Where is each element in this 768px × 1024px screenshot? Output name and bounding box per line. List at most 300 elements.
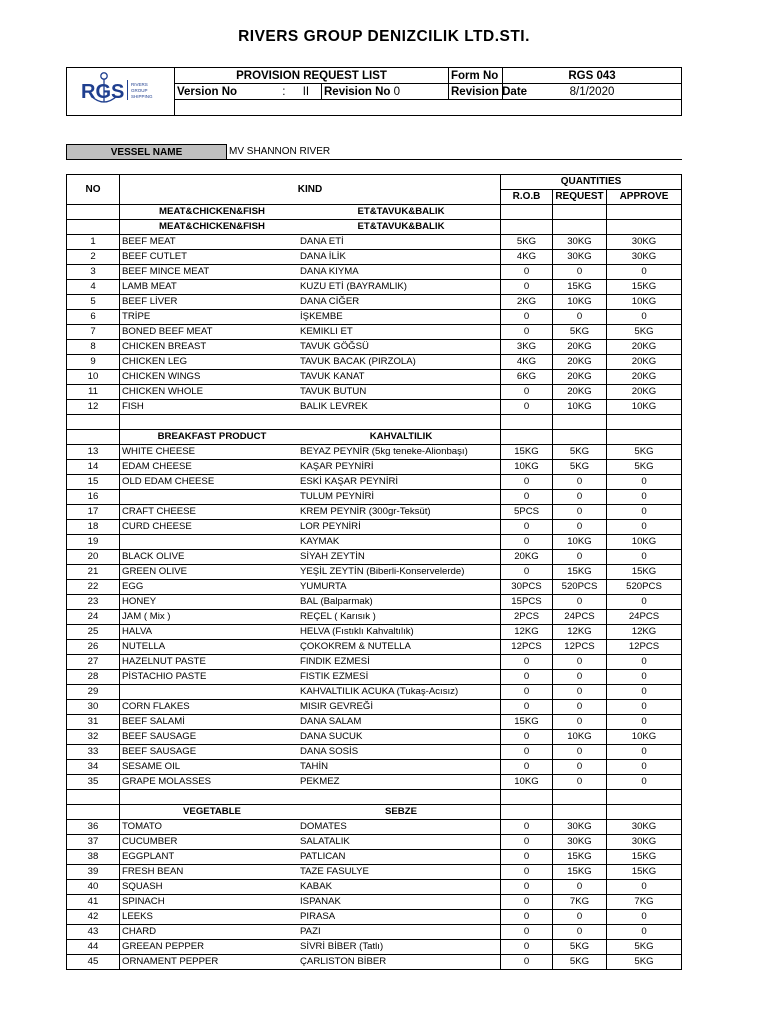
item-rob: 0 [501, 475, 553, 490]
item-name-en: GREEAN PEPPER [122, 941, 205, 952]
item-approve: 0 [607, 775, 682, 790]
col-rob-header: R.O.B [501, 190, 553, 205]
item-name-en: EDAM CHEESE [122, 461, 192, 472]
item-no: 31 [67, 715, 120, 730]
item-name-tr: BALIK LEVREK [300, 401, 368, 412]
item-name-en: JAM ( Mix ) [122, 611, 171, 622]
table-row [67, 940, 682, 955]
item-no: 42 [67, 910, 120, 925]
item-rob: 0 [501, 865, 553, 880]
table-row [67, 640, 682, 655]
item-no: 41 [67, 895, 120, 910]
item-name-en: GRAPE MOLASSES [122, 776, 212, 787]
item-no: 18 [67, 520, 120, 535]
item-name-en: SPINACH [122, 896, 165, 907]
item-approve: 10KG [607, 400, 682, 415]
item-name-en: CHICKEN BREAST [122, 341, 207, 352]
table-row [67, 490, 682, 505]
item-rob: 0 [501, 730, 553, 745]
vessel-row [66, 144, 682, 160]
item-request: 15KG [553, 850, 607, 865]
item-approve: 520PCS [607, 580, 682, 595]
item-rob: 0 [501, 850, 553, 865]
table-row [67, 310, 682, 325]
table-row [67, 280, 682, 295]
item-request: 20KG [553, 370, 607, 385]
item-approve: 0 [607, 505, 682, 520]
section-name-en: MEAT&CHICKEN&FISH [159, 221, 265, 232]
item-no: 11 [67, 385, 120, 400]
header-blank-row [175, 100, 682, 116]
item-no: 8 [67, 340, 120, 355]
item-approve: 30KG [607, 235, 682, 250]
item-rob: 12PCS [501, 640, 553, 655]
table-row [67, 505, 682, 520]
item-name-tr: FISTIK EZMESİ [300, 671, 369, 682]
item-approve: 0 [607, 310, 682, 325]
item-approve: 7KG [607, 895, 682, 910]
item-request: 7KG [553, 895, 607, 910]
item-request: 0 [553, 310, 607, 325]
item-name-tr: ESKİ KAŞAR PEYNİRİ [300, 476, 399, 487]
form-header [66, 67, 682, 116]
item-approve: 5KG [607, 955, 682, 970]
item-approve: 5KG [607, 445, 682, 460]
table-row [67, 670, 682, 685]
item-name-tr: TAVUK BUTUN [300, 386, 367, 397]
section-name-tr: ET&TAVUK&BALIK [357, 206, 445, 217]
section-name-tr: KAHVALTILIK [369, 431, 433, 442]
item-no: 9 [67, 355, 120, 370]
item-approve: 15KG [607, 865, 682, 880]
item-name-en: NUTELLA [122, 641, 166, 652]
item-no: 23 [67, 595, 120, 610]
item-no: 12 [67, 400, 120, 415]
table-row [67, 565, 682, 580]
item-name-tr: TULUM PEYNİRİ [300, 491, 375, 502]
col-kind-header: KIND [120, 175, 501, 205]
table-row [67, 235, 682, 250]
item-approve: 30KG [607, 250, 682, 265]
item-no: 17 [67, 505, 120, 520]
item-rob: 20KG [501, 550, 553, 565]
item-request: 0 [553, 490, 607, 505]
item-name-en [120, 685, 300, 699]
item-name-en: PİSTACHIO PASTE [122, 671, 207, 682]
svg-text:RIVERS: RIVERS [130, 82, 148, 87]
table-row [67, 895, 682, 910]
item-name-tr: DANA SUCUK [300, 731, 363, 742]
item-request: 0 [553, 880, 607, 895]
item-request: 0 [553, 265, 607, 280]
item-request: 15KG [553, 565, 607, 580]
provision-table [66, 174, 682, 970]
item-rob: 0 [501, 565, 553, 580]
item-name-en: CUCUMBER [122, 836, 178, 847]
item-name-tr: TAVUK BACAK (PIRZOLA) [300, 356, 416, 367]
item-name-tr: TAZE FASULYE [300, 866, 369, 877]
item-name-en: BONED BEEF MEAT [122, 326, 213, 337]
item-name-tr: TAVUK GÖĞSÜ [300, 341, 369, 352]
svg-text:RGS: RGS [80, 81, 124, 103]
item-no: 45 [67, 955, 120, 970]
item-name-en: TOMATO [122, 821, 162, 832]
item-name-tr: ISPANAK [300, 896, 341, 907]
item-rob: 0 [501, 700, 553, 715]
item-no: 19 [67, 535, 120, 550]
col-approve-header: APPROVE [607, 190, 682, 205]
item-name-tr: İŞKEMBE [300, 311, 343, 322]
item-no: 38 [67, 850, 120, 865]
item-rob: 15PCS [501, 595, 553, 610]
item-rob: 0 [501, 655, 553, 670]
company-title: RIVERS GROUP DENIZCILIK LTD.STI. [238, 28, 530, 45]
item-request: 520PCS [553, 580, 607, 595]
item-request: 5KG [553, 955, 607, 970]
revision-date-value: 8/1/2020 [503, 84, 682, 100]
table-row [67, 745, 682, 760]
item-approve: 0 [607, 715, 682, 730]
table-row [67, 340, 682, 355]
item-name-tr: DANA SALAM [300, 716, 362, 727]
item-approve: 0 [607, 745, 682, 760]
item-request: 0 [553, 715, 607, 730]
item-approve: 10KG [607, 730, 682, 745]
item-rob: 30PCS [501, 580, 553, 595]
item-name-tr: PATLICAN [300, 851, 346, 862]
item-no: 13 [67, 445, 120, 460]
table-row [67, 475, 682, 490]
item-request: 0 [553, 760, 607, 775]
blank-row [67, 415, 682, 430]
item-no: 22 [67, 580, 120, 595]
section-name-en: BREAKFAST PRODUCT [157, 431, 267, 442]
item-request: 0 [553, 475, 607, 490]
section-header-row [67, 430, 682, 445]
item-rob: 0 [501, 745, 553, 760]
table-row [67, 460, 682, 475]
form-no-value: RGS 043 [503, 68, 682, 84]
item-name-tr: DANA ETİ [300, 236, 344, 247]
item-approve: 5KG [607, 460, 682, 475]
item-name-tr: ÇARLISTON BİBER [300, 956, 387, 967]
item-request: 0 [553, 655, 607, 670]
item-no: 30 [67, 700, 120, 715]
version-value: II [302, 85, 310, 98]
item-rob: 15KG [501, 715, 553, 730]
item-request: 20KG [553, 355, 607, 370]
item-rob: 0 [501, 955, 553, 970]
item-name-tr: BAL (Balparmak) [300, 596, 373, 607]
item-approve: 20KG [607, 370, 682, 385]
item-name-tr: KAYMAK [300, 536, 340, 547]
item-no: 16 [67, 490, 120, 505]
item-request: 12KG [553, 625, 607, 640]
item-approve: 15KG [607, 565, 682, 580]
item-name-en: EGGPLANT [122, 851, 175, 862]
item-rob: 0 [501, 685, 553, 700]
item-rob: 0 [501, 925, 553, 940]
table-row [67, 700, 682, 715]
item-request: 5KG [553, 445, 607, 460]
item-approve: 0 [607, 520, 682, 535]
item-name-tr: BEYAZ PEYNİR (5kg teneke-Alionbaşı) [300, 446, 468, 457]
table-row [67, 865, 682, 880]
vessel-name: MV SHANNON RIVER [227, 145, 682, 160]
item-approve: 30KG [607, 835, 682, 850]
item-name-tr: MISIR GEVREĞİ [300, 701, 374, 712]
item-no: 2 [67, 250, 120, 265]
item-name-en: FRESH BEAN [122, 866, 184, 877]
revision-value: 0 [393, 85, 401, 98]
version-cell [175, 84, 322, 100]
item-rob: 0 [501, 760, 553, 775]
item-approve: 0 [607, 925, 682, 940]
item-no: 32 [67, 730, 120, 745]
logo [67, 68, 175, 116]
item-name-en: CHICKEN WHOLE [122, 386, 204, 397]
item-request: 0 [553, 700, 607, 715]
item-no: 25 [67, 625, 120, 640]
item-name-tr: DANA SOSİS [300, 746, 359, 757]
item-no: 10 [67, 370, 120, 385]
item-request: 5KG [553, 460, 607, 475]
item-no: 4 [67, 280, 120, 295]
item-no: 39 [67, 865, 120, 880]
item-rob: 4KG [501, 250, 553, 265]
section-name-tr: ET&TAVUK&BALIK [357, 221, 445, 232]
item-name-en: ORNAMENT PEPPER [122, 956, 219, 967]
item-no: 15 [67, 475, 120, 490]
item-no: 43 [67, 925, 120, 940]
item-name-en: CHICKEN WINGS [122, 371, 201, 382]
revision-date-label: Revision Date [449, 84, 503, 100]
item-name-en: EGG [122, 581, 144, 592]
item-rob: 0 [501, 400, 553, 415]
item-request: 0 [553, 595, 607, 610]
vessel-label: VESSEL NAME [67, 145, 227, 160]
col-quantities-header: QUANTITIES [501, 175, 682, 190]
version-sep: : [282, 85, 286, 98]
item-name-en: FISH [122, 401, 144, 412]
item-approve: 0 [607, 475, 682, 490]
item-request: 0 [553, 910, 607, 925]
item-name-en: SESAME OIL [122, 761, 181, 772]
item-name-en: CURD CHEESE [122, 521, 192, 532]
item-no: 14 [67, 460, 120, 475]
item-request: 20KG [553, 385, 607, 400]
item-name-tr: KREM PEYNİR (300gr-Teksüt) [300, 506, 431, 517]
item-name-en: LEEKS [122, 911, 153, 922]
section-name-tr: SEBZE [385, 806, 417, 817]
item-rob: 0 [501, 280, 553, 295]
item-request: 5KG [553, 325, 607, 340]
item-rob: 0 [501, 820, 553, 835]
item-request: 15KG [553, 865, 607, 880]
item-rob: 0 [501, 910, 553, 925]
table-row [67, 625, 682, 640]
item-no: 26 [67, 640, 120, 655]
item-rob: 15KG [501, 445, 553, 460]
item-no: 35 [67, 775, 120, 790]
item-request: 0 [553, 520, 607, 535]
table-row [67, 550, 682, 565]
item-request: 5KG [553, 940, 607, 955]
item-name-en: TRİPE [122, 311, 151, 322]
item-approve: 30KG [607, 820, 682, 835]
item-no: 37 [67, 835, 120, 850]
item-name-en: SQUASH [122, 881, 163, 892]
item-name-tr: REÇEL ( Karısık ) [300, 611, 376, 622]
item-approve: 20KG [607, 340, 682, 355]
item-name-tr: SİYAH ZEYTİN [300, 551, 365, 562]
table-row [67, 325, 682, 340]
blank-row [67, 790, 682, 805]
item-request: 0 [553, 505, 607, 520]
table-row [67, 445, 682, 460]
item-name-en: BEEF SALAMİ [122, 716, 185, 727]
item-name-tr: KABAK [300, 881, 332, 892]
table-row [67, 580, 682, 595]
item-no: 27 [67, 655, 120, 670]
item-approve: 10KG [607, 535, 682, 550]
table-row [67, 535, 682, 550]
item-no: 36 [67, 820, 120, 835]
col-no-header: NO [67, 175, 120, 205]
item-rob: 0 [501, 895, 553, 910]
table-row [67, 955, 682, 970]
item-request: 12PCS [553, 640, 607, 655]
item-name-en: BLACK OLIVE [122, 551, 185, 562]
item-no: 1 [67, 235, 120, 250]
item-rob: 0 [501, 535, 553, 550]
section-header-row [67, 805, 682, 820]
table-row [67, 295, 682, 310]
item-rob: 10KG [501, 460, 553, 475]
item-rob: 0 [501, 835, 553, 850]
item-rob: 5PCS [501, 505, 553, 520]
version-label: Version No [177, 85, 238, 98]
table-row [67, 610, 682, 625]
table-row [67, 835, 682, 850]
item-approve: 15KG [607, 850, 682, 865]
item-no: 44 [67, 940, 120, 955]
item-request: 0 [553, 925, 607, 940]
item-name-tr: KEMIKLI ET [300, 326, 353, 337]
item-approve: 20KG [607, 355, 682, 370]
item-request: 30KG [553, 235, 607, 250]
item-no: 24 [67, 610, 120, 625]
item-rob: 0 [501, 940, 553, 955]
item-request: 30KG [553, 250, 607, 265]
item-rob: 12KG [501, 625, 553, 640]
table-row [67, 370, 682, 385]
item-request: 0 [553, 775, 607, 790]
item-name-en: BEEF MINCE MEAT [122, 266, 210, 277]
item-name-en: HAZELNUT PASTE [122, 656, 206, 667]
revision-label: Revision No [324, 85, 391, 98]
item-no: 34 [67, 760, 120, 775]
table-row [67, 820, 682, 835]
item-name-tr: SALATALIK [300, 836, 350, 847]
item-no: 7 [67, 325, 120, 340]
table-row [67, 595, 682, 610]
table-row [67, 250, 682, 265]
item-name-en: CRAFT CHEESE [122, 506, 196, 517]
item-name-en [120, 535, 300, 549]
item-request: 15KG [553, 280, 607, 295]
item-name-en: BEEF MEAT [122, 236, 176, 247]
item-approve: 15KG [607, 280, 682, 295]
revision-cell [322, 84, 449, 100]
table-row [67, 730, 682, 745]
item-rob: 5KG [501, 235, 553, 250]
item-no: 28 [67, 670, 120, 685]
doc-title: PROVISION REQUEST LIST [175, 68, 449, 84]
table-row [67, 385, 682, 400]
item-name-tr: TAVUK KANAT [300, 371, 365, 382]
section-header-row [67, 220, 682, 235]
item-approve: 0 [607, 490, 682, 505]
table-row [67, 655, 682, 670]
item-name-en: OLD EDAM CHEESE [122, 476, 215, 487]
form-no-label: Form No [449, 68, 503, 84]
item-name-tr: DANA KIYMA [300, 266, 359, 277]
item-approve: 5KG [607, 325, 682, 340]
item-name-en: CORN FLAKES [122, 701, 190, 712]
table-row [67, 685, 682, 700]
item-approve: 0 [607, 700, 682, 715]
item-name-tr: HELVA (Fıstıklı Kahvaltılık) [300, 626, 414, 637]
item-name-en: BEEF SAUSAGE [122, 731, 197, 742]
item-no: 29 [67, 685, 120, 700]
item-name-en: HALVA [122, 626, 153, 637]
item-approve: 10KG [607, 295, 682, 310]
item-request: 24PCS [553, 610, 607, 625]
item-no: 5 [67, 295, 120, 310]
item-approve: 20KG [607, 385, 682, 400]
item-approve: 0 [607, 595, 682, 610]
item-rob: 10KG [501, 775, 553, 790]
item-name-en: WHITE CHEESE [122, 446, 196, 457]
item-rob: 3KG [501, 340, 553, 355]
item-rob: 0 [501, 265, 553, 280]
item-rob: 0 [501, 490, 553, 505]
item-request: 20KG [553, 340, 607, 355]
svg-text:SHIPPING: SHIPPING [130, 94, 153, 99]
item-rob: 0 [501, 310, 553, 325]
item-no: 20 [67, 550, 120, 565]
table-row [67, 520, 682, 535]
section-name-en: VEGETABLE [183, 806, 241, 817]
item-name-tr: LOR PEYNİRİ [300, 521, 361, 532]
item-approve: 0 [607, 670, 682, 685]
rgs-logo-icon [69, 70, 173, 110]
item-name-en: GREEN OLIVE [122, 566, 188, 577]
item-name-tr: YUMURTA [300, 581, 347, 592]
table-row [67, 925, 682, 940]
item-approve: 0 [607, 760, 682, 775]
table-row [67, 355, 682, 370]
table-row [67, 715, 682, 730]
item-rob: 2KG [501, 295, 553, 310]
item-name-en: CHARD [122, 926, 157, 937]
item-approve: 12PCS [607, 640, 682, 655]
item-request: 10KG [553, 535, 607, 550]
item-no: 3 [67, 265, 120, 280]
col-request-header: REQUEST [553, 190, 607, 205]
item-rob: 0 [501, 325, 553, 340]
